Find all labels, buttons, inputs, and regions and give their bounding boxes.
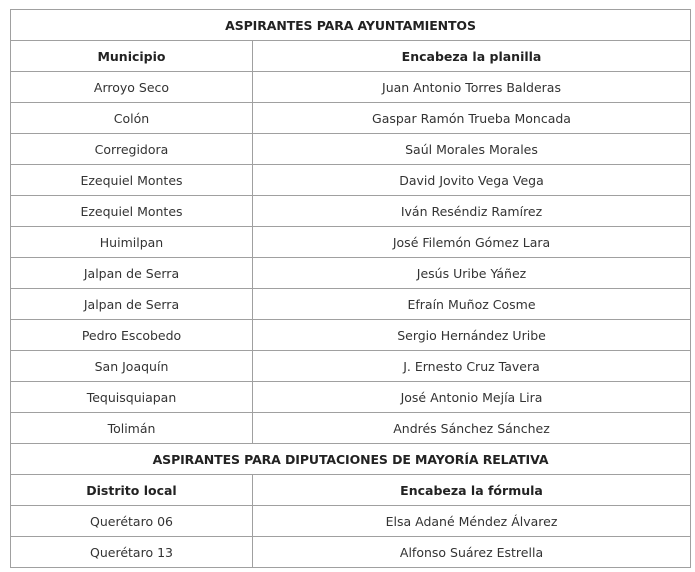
header-row — [11, 41, 691, 72]
section-title-row — [11, 444, 691, 475]
municipio-cell: Ezequiel Montes — [11, 165, 253, 196]
table-row — [11, 289, 691, 320]
table-row — [11, 258, 691, 289]
candidate-cell: Andrés Sánchez Sánchez — [253, 413, 691, 444]
table-row — [11, 506, 691, 537]
candidate-cell: David Jovito Vega Vega — [253, 165, 691, 196]
section-title-diputaciones: ASPIRANTES PARA DIPUTACIONES DE MAYORÍA RELATIVA — [11, 444, 691, 475]
municipio-cell: Pedro Escobedo — [11, 320, 253, 351]
table-row — [11, 134, 691, 165]
candidate-cell: Alfonso Suárez Estrella — [253, 537, 691, 568]
table-row — [11, 72, 691, 103]
candidate-cell: Saúl Morales Morales — [253, 134, 691, 165]
municipio-cell: Corregidora — [11, 134, 253, 165]
candidate-cell: Juan Antonio Torres Balderas — [253, 72, 691, 103]
distrito-cell: Querétaro 06 — [11, 506, 253, 537]
table-row — [11, 382, 691, 413]
municipio-cell: Jalpan de Serra — [11, 289, 253, 320]
column-header-distrito: Distrito local — [11, 475, 253, 506]
candidates-table-container — [10, 9, 690, 568]
candidate-cell: Efraín Muñoz Cosme — [253, 289, 691, 320]
candidate-cell: Gaspar Ramón Trueba Moncada — [253, 103, 691, 134]
distrito-cell: Querétaro 13 — [11, 537, 253, 568]
column-header-planilla: Encabeza la planilla — [253, 41, 691, 72]
candidate-cell: Elsa Adané Méndez Álvarez — [253, 506, 691, 537]
section-title-ayuntamientos: ASPIRANTES PARA AYUNTAMIENTOS — [11, 10, 691, 41]
municipio-cell: San Joaquín — [11, 351, 253, 382]
table-row — [11, 196, 691, 227]
candidate-cell: José Filemón Gómez Lara — [253, 227, 691, 258]
table-row — [11, 413, 691, 444]
table-row — [11, 103, 691, 134]
table-row — [11, 351, 691, 382]
column-header-municipio: Municipio — [11, 41, 253, 72]
candidate-cell: Sergio Hernández Uribe — [253, 320, 691, 351]
municipio-cell: Arroyo Seco — [11, 72, 253, 103]
section-title-row — [11, 10, 691, 41]
municipio-cell: Ezequiel Montes — [11, 196, 253, 227]
column-header-formula: Encabeza la fórmula — [253, 475, 691, 506]
table-row — [11, 165, 691, 196]
table-row — [11, 537, 691, 568]
candidate-cell: Jesús Uribe Yáñez — [253, 258, 691, 289]
candidates-table — [10, 9, 691, 568]
municipio-cell: Tolimán — [11, 413, 253, 444]
municipio-cell: Colón — [11, 103, 253, 134]
header-row — [11, 475, 691, 506]
municipio-cell: Huimilpan — [11, 227, 253, 258]
candidate-cell: José Antonio Mejía Lira — [253, 382, 691, 413]
municipio-cell: Jalpan de Serra — [11, 258, 253, 289]
candidate-cell: J. Ernesto Cruz Tavera — [253, 351, 691, 382]
municipio-cell: Tequisquiapan — [11, 382, 253, 413]
table-row — [11, 227, 691, 258]
candidate-cell: Iván Reséndiz Ramírez — [253, 196, 691, 227]
table-row — [11, 320, 691, 351]
